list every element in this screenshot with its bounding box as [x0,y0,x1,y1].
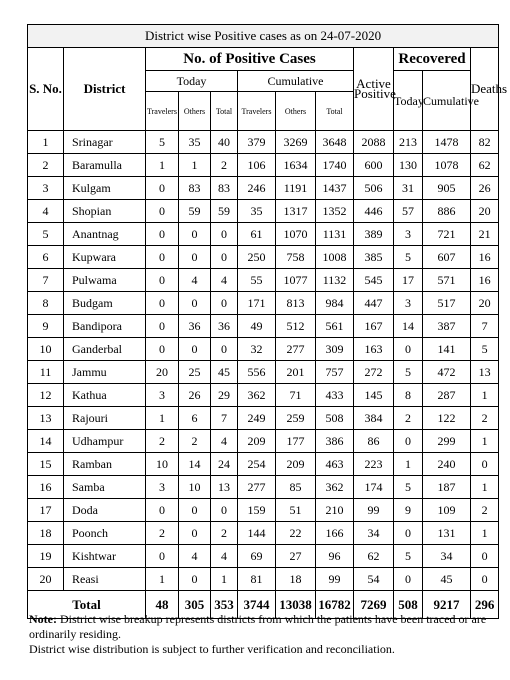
cum-travelers-cell: 144 [238,522,276,545]
sno-cell: 10 [28,338,64,361]
today-others-cell: 10 [179,476,211,499]
cum-others-cell: 1634 [276,154,316,177]
table-body [28,131,499,591]
recovered-cumulative-cell: 287 [423,384,471,407]
today-total-cell: 36 [211,315,238,338]
sno-cell: 11 [28,361,64,384]
recovered-today-cell: 5 [394,246,423,269]
recovered-today-cell: 5 [394,361,423,384]
cumulative-travelers-header: Travelers [238,92,276,131]
recovered-today-cell: 5 [394,545,423,568]
recovered-today-cell: 57 [394,200,423,223]
today-others-cell: 26 [179,384,211,407]
recovered-today-cell: 3 [394,223,423,246]
table-row [28,453,499,476]
table-row [28,407,499,430]
recovered-today-header: Today [394,71,423,131]
district-cell: Kathua [64,384,146,407]
recovered-today-cell: 14 [394,315,423,338]
sno-cell: 16 [28,476,64,499]
deaths-cell: 2 [471,407,499,430]
active-positive-cell: 167 [354,315,394,338]
district-header: District [64,48,146,131]
sno-cell: 20 [28,568,64,591]
active-positive-cell: 447 [354,292,394,315]
today-total-cell: 0 [211,223,238,246]
recovered-today-cell: 9 [394,499,423,522]
cum-total-cell: 1437 [316,177,354,200]
district-cell: Samba [64,476,146,499]
recovered-cumulative-cell: 387 [423,315,471,338]
active-positive-cell: 54 [354,568,394,591]
sno-cell: 8 [28,292,64,315]
cum-total-cell: 984 [316,292,354,315]
cum-others-cell: 22 [276,522,316,545]
district-cell: Srinagar [64,131,146,154]
cum-total-cell: 1131 [316,223,354,246]
deaths-cell: 0 [471,453,499,476]
cum-travelers-cell: 106 [238,154,276,177]
active-positive-cell: 384 [354,407,394,430]
deaths-cell: 2 [471,499,499,522]
deaths-cell: 1 [471,430,499,453]
today-others-cell: 1 [179,154,211,177]
cum-others-cell: 1070 [276,223,316,246]
cum-travelers-cell: 277 [238,476,276,499]
sno-cell: 9 [28,315,64,338]
today-total-cell: 1 [211,568,238,591]
recovered-today-cell: 2 [394,407,423,430]
today-travelers-cell: 1 [146,154,179,177]
recovered-today-cell: 31 [394,177,423,200]
today-total-cell: 7 [211,407,238,430]
today-total-cell: 40 [211,131,238,154]
recovered-cumulative-cell: 1478 [423,131,471,154]
recovered-cumulative-cell: 45 [423,568,471,591]
today-total-cell: 0 [211,246,238,269]
today-travelers-cell: 0 [146,177,179,200]
recovered-today-cell: 8 [394,384,423,407]
recovered-today-cell: 0 [394,430,423,453]
table-row [28,338,499,361]
cumulative-others-header: Others [276,92,316,131]
sno-header: S. No. [28,48,64,131]
cum-travelers-cell: 171 [238,292,276,315]
note-text-1: District wise breakup represents districts from which the patients have been traced or are ordinarily residing. [29,612,487,641]
today-others-cell: 0 [179,499,211,522]
active-positive-cell: 174 [354,476,394,499]
deaths-cell: 20 [471,292,499,315]
total-cell: 305 [179,591,211,619]
cum-others-cell: 1077 [276,269,316,292]
today-others-cell: 14 [179,453,211,476]
cum-total-cell: 362 [316,476,354,499]
table-row [28,499,499,522]
recovered-cumulative-cell: 517 [423,292,471,315]
cum-others-cell: 813 [276,292,316,315]
today-total-header: Total [211,92,238,131]
district-cell: Jammu [64,361,146,384]
deaths-cell: 62 [471,154,499,177]
cumulative-header: Cumulative [238,71,354,92]
cumulative-total-header: Total [316,92,354,131]
today-others-cell: 25 [179,361,211,384]
today-total-cell: 59 [211,200,238,223]
cum-others-cell: 1317 [276,200,316,223]
district-cell: Shopian [64,200,146,223]
active-positive-cell: 545 [354,269,394,292]
today-total-cell: 24 [211,453,238,476]
cum-travelers-cell: 556 [238,361,276,384]
deaths-header: Deaths [471,48,499,131]
district-cases-table [27,24,508,619]
total-cell: 508 [394,591,423,619]
today-total-cell: 2 [211,154,238,177]
today-others-cell: 6 [179,407,211,430]
today-others-cell: 0 [179,223,211,246]
cum-total-cell: 386 [316,430,354,453]
active-positive-cell: 600 [354,154,394,177]
note-line-1 [29,612,489,642]
sno-cell: 17 [28,499,64,522]
today-others-cell: 0 [179,246,211,269]
deaths-cell: 0 [471,545,499,568]
today-total-cell: 4 [211,269,238,292]
deaths-cell: 5 [471,338,499,361]
table-row [28,545,499,568]
today-travelers-cell: 3 [146,476,179,499]
recovered-today-cell: 17 [394,269,423,292]
table-row [28,476,499,499]
table-row [28,154,499,177]
district-cell: Pulwama [64,269,146,292]
today-travelers-cell: 0 [146,545,179,568]
cum-others-cell: 201 [276,361,316,384]
total-cell: 3744 [238,591,276,619]
active-positive-cell: 145 [354,384,394,407]
table-row [28,200,499,223]
today-travelers-cell: 1 [146,568,179,591]
today-total-cell: 45 [211,361,238,384]
recovered-cumulative-cell: 905 [423,177,471,200]
active-positive-cell: 163 [354,338,394,361]
sno-cell: 6 [28,246,64,269]
sno-cell: 5 [28,223,64,246]
sno-cell: 2 [28,154,64,177]
total-label: Total [28,591,146,619]
today-total-cell: 4 [211,430,238,453]
recovered-cumulative-cell: 571 [423,269,471,292]
sno-cell: 7 [28,269,64,292]
total-cell: 7269 [354,591,394,619]
cum-others-cell: 85 [276,476,316,499]
recovered-cumulative-cell: 34 [423,545,471,568]
deaths-cell: 0 [471,568,499,591]
recovered-today-cell: 0 [394,338,423,361]
table-row [28,361,499,384]
cum-total-cell: 1008 [316,246,354,269]
footnote [29,612,489,657]
cum-travelers-cell: 250 [238,246,276,269]
today-travelers-cell: 3 [146,384,179,407]
cum-others-cell: 71 [276,384,316,407]
cum-travelers-cell: 249 [238,407,276,430]
today-total-cell: 29 [211,384,238,407]
today-travelers-cell: 0 [146,315,179,338]
cum-others-cell: 177 [276,430,316,453]
cum-travelers-cell: 209 [238,430,276,453]
deaths-cell: 16 [471,269,499,292]
cum-travelers-cell: 61 [238,223,276,246]
recovered-today-cell: 1 [394,453,423,476]
today-travelers-cell: 2 [146,522,179,545]
today-travelers-cell: 0 [146,292,179,315]
cum-others-cell: 3269 [276,131,316,154]
today-others-cell: 4 [179,269,211,292]
district-cell: Bandipora [64,315,146,338]
today-others-header: Others [179,92,211,131]
positive-cases-header: No. of Positive Cases [146,48,354,71]
cum-travelers-cell: 32 [238,338,276,361]
cum-total-cell: 1352 [316,200,354,223]
active-positive-cell: 62 [354,545,394,568]
deaths-cell: 21 [471,223,499,246]
sno-cell: 12 [28,384,64,407]
cum-total-cell: 463 [316,453,354,476]
table-title: District wise Positive cases as on 24-07-2020 [28,25,499,48]
cum-travelers-cell: 254 [238,453,276,476]
today-travelers-cell: 0 [146,223,179,246]
cum-travelers-cell: 49 [238,315,276,338]
district-cell: Kishtwar [64,545,146,568]
cum-total-cell: 1740 [316,154,354,177]
recovered-cumulative-cell: 1078 [423,154,471,177]
recovered-today-cell: 130 [394,154,423,177]
total-cell: 296 [471,591,499,619]
table-row [28,292,499,315]
sno-cell: 14 [28,430,64,453]
sno-cell: 13 [28,407,64,430]
table-row [28,177,499,200]
cum-total-cell: 1132 [316,269,354,292]
today-travelers-cell: 1 [146,407,179,430]
recovered-cumulative-cell: 131 [423,522,471,545]
table-row [28,223,499,246]
active-positive-cell: 506 [354,177,394,200]
deaths-cell: 82 [471,131,499,154]
today-others-cell: 0 [179,338,211,361]
active-positive-cell: 223 [354,453,394,476]
recovered-today-cell: 5 [394,476,423,499]
table-row [28,131,499,154]
active-positive-cell: 34 [354,522,394,545]
today-total-cell: 0 [211,338,238,361]
cum-travelers-cell: 362 [238,384,276,407]
sno-cell: 1 [28,131,64,154]
cum-travelers-cell: 81 [238,568,276,591]
active-positive-cell: 389 [354,223,394,246]
today-travelers-header: Travelers [146,92,179,131]
active-positive-cell: 2088 [354,131,394,154]
today-travelers-cell: 0 [146,200,179,223]
cum-total-cell: 210 [316,499,354,522]
cum-total-cell: 99 [316,568,354,591]
active-positive-cell: 272 [354,361,394,384]
active-positive-cell: 99 [354,499,394,522]
recovered-cumulative-cell: 122 [423,407,471,430]
total-cell: 13038 [276,591,316,619]
district-cell: Doda [64,499,146,522]
today-others-cell: 0 [179,522,211,545]
district-cell: Udhampur [64,430,146,453]
today-total-cell: 83 [211,177,238,200]
recovered-cumulative-cell: 187 [423,476,471,499]
table-row [28,315,499,338]
recovered-cumulative-cell: 607 [423,246,471,269]
deaths-cell: 7 [471,315,499,338]
cum-others-cell: 259 [276,407,316,430]
district-cell: Rajouri [64,407,146,430]
district-cell: Baramulla [64,154,146,177]
sno-cell: 3 [28,177,64,200]
today-others-cell: 59 [179,200,211,223]
cum-travelers-cell: 159 [238,499,276,522]
note-line-2: District wise distribution is subject to further verification and reconciliation. [29,642,395,656]
today-travelers-cell: 0 [146,246,179,269]
today-travelers-cell: 0 [146,269,179,292]
recovered-cumulative-cell: 886 [423,200,471,223]
table-row [28,384,499,407]
cum-others-cell: 209 [276,453,316,476]
deaths-cell: 1 [471,384,499,407]
recovered-cumulative-cell: 109 [423,499,471,522]
today-travelers-cell: 5 [146,131,179,154]
today-travelers-cell: 2 [146,430,179,453]
recovered-today-cell: 0 [394,568,423,591]
recovered-cumulative-cell: 299 [423,430,471,453]
cum-travelers-cell: 55 [238,269,276,292]
recovered-today-cell: 213 [394,131,423,154]
sno-cell: 18 [28,522,64,545]
cum-others-cell: 18 [276,568,316,591]
district-cell: Ramban [64,453,146,476]
district-cell: Budgam [64,292,146,315]
recovered-cumulative-header: Cumulative [423,71,471,131]
today-travelers-cell: 0 [146,499,179,522]
district-cell: Ganderbal [64,338,146,361]
table-row [28,246,499,269]
recovered-cumulative-cell: 141 [423,338,471,361]
deaths-cell: 26 [471,177,499,200]
table-row [28,568,499,591]
active-positive-header: Active Positive [354,48,394,131]
cum-total-cell: 309 [316,338,354,361]
today-total-cell: 4 [211,545,238,568]
cum-others-cell: 758 [276,246,316,269]
district-cell: Anantnag [64,223,146,246]
recovered-cumulative-cell: 721 [423,223,471,246]
note-label: Note: [29,612,57,626]
active-positive-cell: 385 [354,246,394,269]
cum-others-cell: 512 [276,315,316,338]
sno-cell: 19 [28,545,64,568]
district-cell: Kupwara [64,246,146,269]
recovered-today-cell: 3 [394,292,423,315]
today-others-cell: 4 [179,545,211,568]
cum-others-cell: 27 [276,545,316,568]
cum-total-cell: 96 [316,545,354,568]
district-cell: Kulgam [64,177,146,200]
cum-total-cell: 3648 [316,131,354,154]
today-travelers-cell: 20 [146,361,179,384]
cum-travelers-cell: 35 [238,200,276,223]
active-positive-cell: 86 [354,430,394,453]
recovered-today-cell: 0 [394,522,423,545]
cum-others-cell: 51 [276,499,316,522]
total-cell: 16782 [316,591,354,619]
cum-total-cell: 433 [316,384,354,407]
cum-others-cell: 277 [276,338,316,361]
total-cell: 48 [146,591,179,619]
today-others-cell: 2 [179,430,211,453]
today-total-cell: 2 [211,522,238,545]
sno-cell: 15 [28,453,64,476]
deaths-cell: 13 [471,361,499,384]
cum-others-cell: 1191 [276,177,316,200]
today-travelers-cell: 0 [146,338,179,361]
table-row [28,269,499,292]
deaths-cell: 1 [471,522,499,545]
district-cell: Reasi [64,568,146,591]
today-header: Today [146,71,238,92]
deaths-cell: 20 [471,200,499,223]
total-cell: 353 [211,591,238,619]
recovered-header: Recovered [394,48,471,71]
today-others-cell: 36 [179,315,211,338]
today-others-cell: 0 [179,568,211,591]
sno-cell: 4 [28,200,64,223]
deaths-cell: 1 [471,476,499,499]
cum-total-cell: 508 [316,407,354,430]
cum-total-cell: 757 [316,361,354,384]
district-cell: Poonch [64,522,146,545]
today-total-cell: 13 [211,476,238,499]
recovered-cumulative-cell: 240 [423,453,471,476]
deaths-cell: 16 [471,246,499,269]
today-others-cell: 83 [179,177,211,200]
today-others-cell: 0 [179,292,211,315]
today-travelers-cell: 10 [146,453,179,476]
cum-total-cell: 166 [316,522,354,545]
recovered-cumulative-cell: 472 [423,361,471,384]
cum-travelers-cell: 379 [238,131,276,154]
table-row [28,430,499,453]
table-row [28,522,499,545]
active-positive-cell: 446 [354,200,394,223]
cum-travelers-cell: 69 [238,545,276,568]
today-others-cell: 35 [179,131,211,154]
today-total-cell: 0 [211,292,238,315]
cum-travelers-cell: 246 [238,177,276,200]
today-total-cell: 0 [211,499,238,522]
total-cell: 9217 [423,591,471,619]
cum-total-cell: 561 [316,315,354,338]
